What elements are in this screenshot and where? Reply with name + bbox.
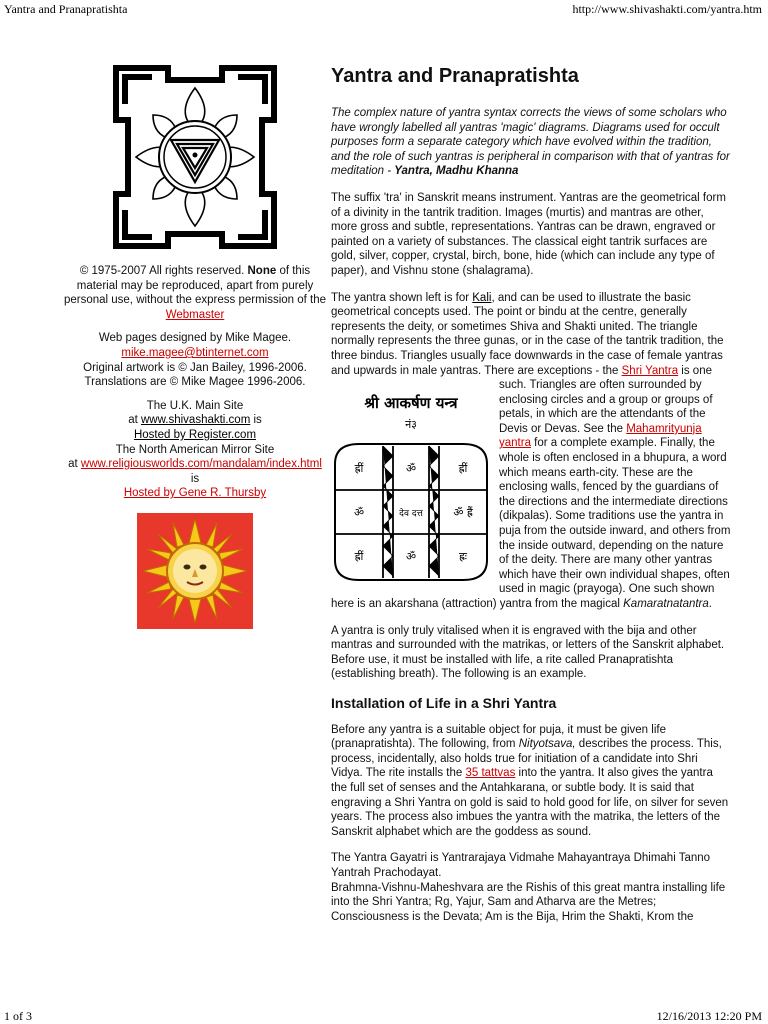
kali-link[interactable]: Kali [472,291,492,304]
sun-face-image [137,513,253,629]
mahamrityunja-link[interactable]: Mahamrityunja yantra [499,422,702,450]
paragraph-gayatri: The Yantra Gayatri is Yantrarajaya Vidmahe Mahayantraya Dhimahi Tanno Yantrah Prachodayat. Brahmna-Vishnu-Maheshvara are the Rishis of this great mantra installing life into the Shri Yantra; Rg, Yajur, Sam and Atharva are the Metres; Consciousness is the Devata; Am is the Bija, Hrim the Shakti, Krom the [331,852,726,923]
print-footer-page: 1 of 3 [4,1009,32,1023]
email-link[interactable]: mike.magee@btinternet.com [121,346,269,359]
main-content [331,60,731,936]
quote-source: Yantra, Madhu Khanna [394,165,519,178]
akarshana-cell-4: ॐ [353,506,365,520]
webmaster-link[interactable]: Webmaster [165,308,225,321]
akarshana-heading: श्री आकर्षण यन्त्र [364,394,458,413]
credits: Web pages designed by Mike Magee. mike.magee@btinternet.com Original artwork is © Jan Bailey, 1996-2006. Translations are © Mike Magee 1996-2006. [83,332,307,389]
print-footer [4,1009,762,1024]
akarshana-cell-1: ह्रीं [354,462,364,476]
print-header-title: Yantra and Pranapratishta [4,2,128,16]
shri-yantra-link[interactable]: Shri Yantra [621,364,679,377]
print-footer-datetime: 12/16/2013 12:20 PM [656,1009,762,1023]
paragraph-suffix-tra: The suffix 'tra' in Sanskrit means instrument. Yantras are the geometrical form of a divinity in the tantrik tradition. Images (murtis) and mantras are other, more gross and subtle, representations. Yantras can be drawn, engraved or painted on a variety of substances. The classical eight tantrik surfaces are gold, silver, copper, crystal, birch, bone, hide (which can include any type of paper), and Vishnu stone (shalagrama). [331,191,726,277]
paragraph-installation: Before any yantra is a suitable object for puja, it must be given life (pranapratishta). The following, from Nityotsava, describes the process. This, process, incidentally, also holds true for initiation of a candidate into Shri Vidya. The rite installs the 35 tattvas into the yantra. It also gives the yantra the full set of senses and the Antahkarana, or subtle body. It is said that engraving a Shri Yantra on gold is said to hold good for life, on silver for seven years. The process also imbues the yantra with the matrika, the letters of the Sanskrit alphabet which are the goddess as sound. [331,723,729,838]
intro-quote: The complex nature of yantra syntax corrects the views of some scholars who have wrongly labelled all yantras 'magic' diagrams. Diagrams used for occult purposes form a separate category which have evolved within the tradition, and the role of such yantras is peripheral in comparison with that of yantras for meditation - Yantra, Madhu Khanna [331,107,730,178]
page-title: Yantra and Pranapratishta [331,65,579,87]
akarshana-cell-7: ह्रीं [354,550,364,564]
akarshana-number: नं३ [405,418,417,432]
print-header-url: http://www.shivashakti.com/yantra.htm [572,2,762,16]
akarshana-cell-9: ह्रः [458,550,468,564]
tattvas-link[interactable]: 35 tattvas [465,767,516,780]
akarshana-cell-2: ॐ [405,462,417,476]
akarshana-cell-3: ह्रीं [458,462,468,476]
religiousworlds-link[interactable]: www.religiousworlds.com/mandalam/index.html [80,458,322,471]
register-link[interactable]: Hosted by Register.com [133,428,257,441]
print-header [4,2,762,17]
section-heading: Installation of Life in a Shri Yantra [331,694,557,711]
paragraph-vitalised: A yantra is only truly vitalised when it is engraved with the bija and other mantras and surrounded with the matrikas, or letters of the Sanskrit alphabet. Before use, it must be installed with life, a rite called Pranapratishta (establishing breath). The following is an example. [331,624,725,681]
shivashakti-link[interactable]: www.shivashakti.com [141,414,251,427]
hosting-info: The U.K. Main Site at www.shivashakti.com is Hosted by Register.com The North American Mirror Site at www.religiousworlds.com/mandalam/index.html is Hosted by Gene R. Thursby [68,399,322,500]
left-column [60,60,330,629]
akarshana-cell-8: ॐ [405,550,417,564]
akarshana-cell-6: ॐ ह्रैं [453,506,473,520]
kali-yantra-image [108,60,282,254]
thursby-link[interactable]: Hosted by Gene R. Thursby [123,487,267,500]
copyright-notice: © 1975-2007 All rights reserved. None of this material may be reproduced, apart from purely personal use, without the express permission of the Webmaster [63,265,327,321]
paragraph-kali-yantra: The yantra shown left is for Kali, and can be used to illustrate the basic geometrical concepts used. The point or bindu at the centre, generally represents the deity, or sometimes Shiva and Shakti united. The triangle normally represents the three gunas, or in the case of the tantrik tradition, the three bindus. Triangles usually face downwards in the case of female yantras and upwards in male yantras. There are exceptions - the श्री आकर्षण यन्त्र नं३ ह्रीं ॐ ह्रीं ॐ देव दत्त ॐ ह्रैं ह्रीं ॐ ह्रः Shri Yantra is one such. Triangles are often surrounded by enclosing circles and a group or groups of petals, in which are the attendants of the Devis or Devas. See the Mahamrityunja yantra for a complete example. Finally, the whole is often enclosed in a bhupura, a word which means earth-city. These are the enclosing walls, fenced by the guardians of the directions and the intermediate directions (dikpalas). Some traditions use the yantra in puja from the outside inward, and others from the inside outward, depending on the nature of the deity. There are many other yantras which have their own individual shapes, often used in magic (prayoga). One such shown here is an akarshana (attraction) yantra from the magical Kamaratnatantra. [331,291,731,610]
akarshana-yantra-image [331,384,491,590]
akarshana-cell-5: देव दत्त [399,509,423,520]
